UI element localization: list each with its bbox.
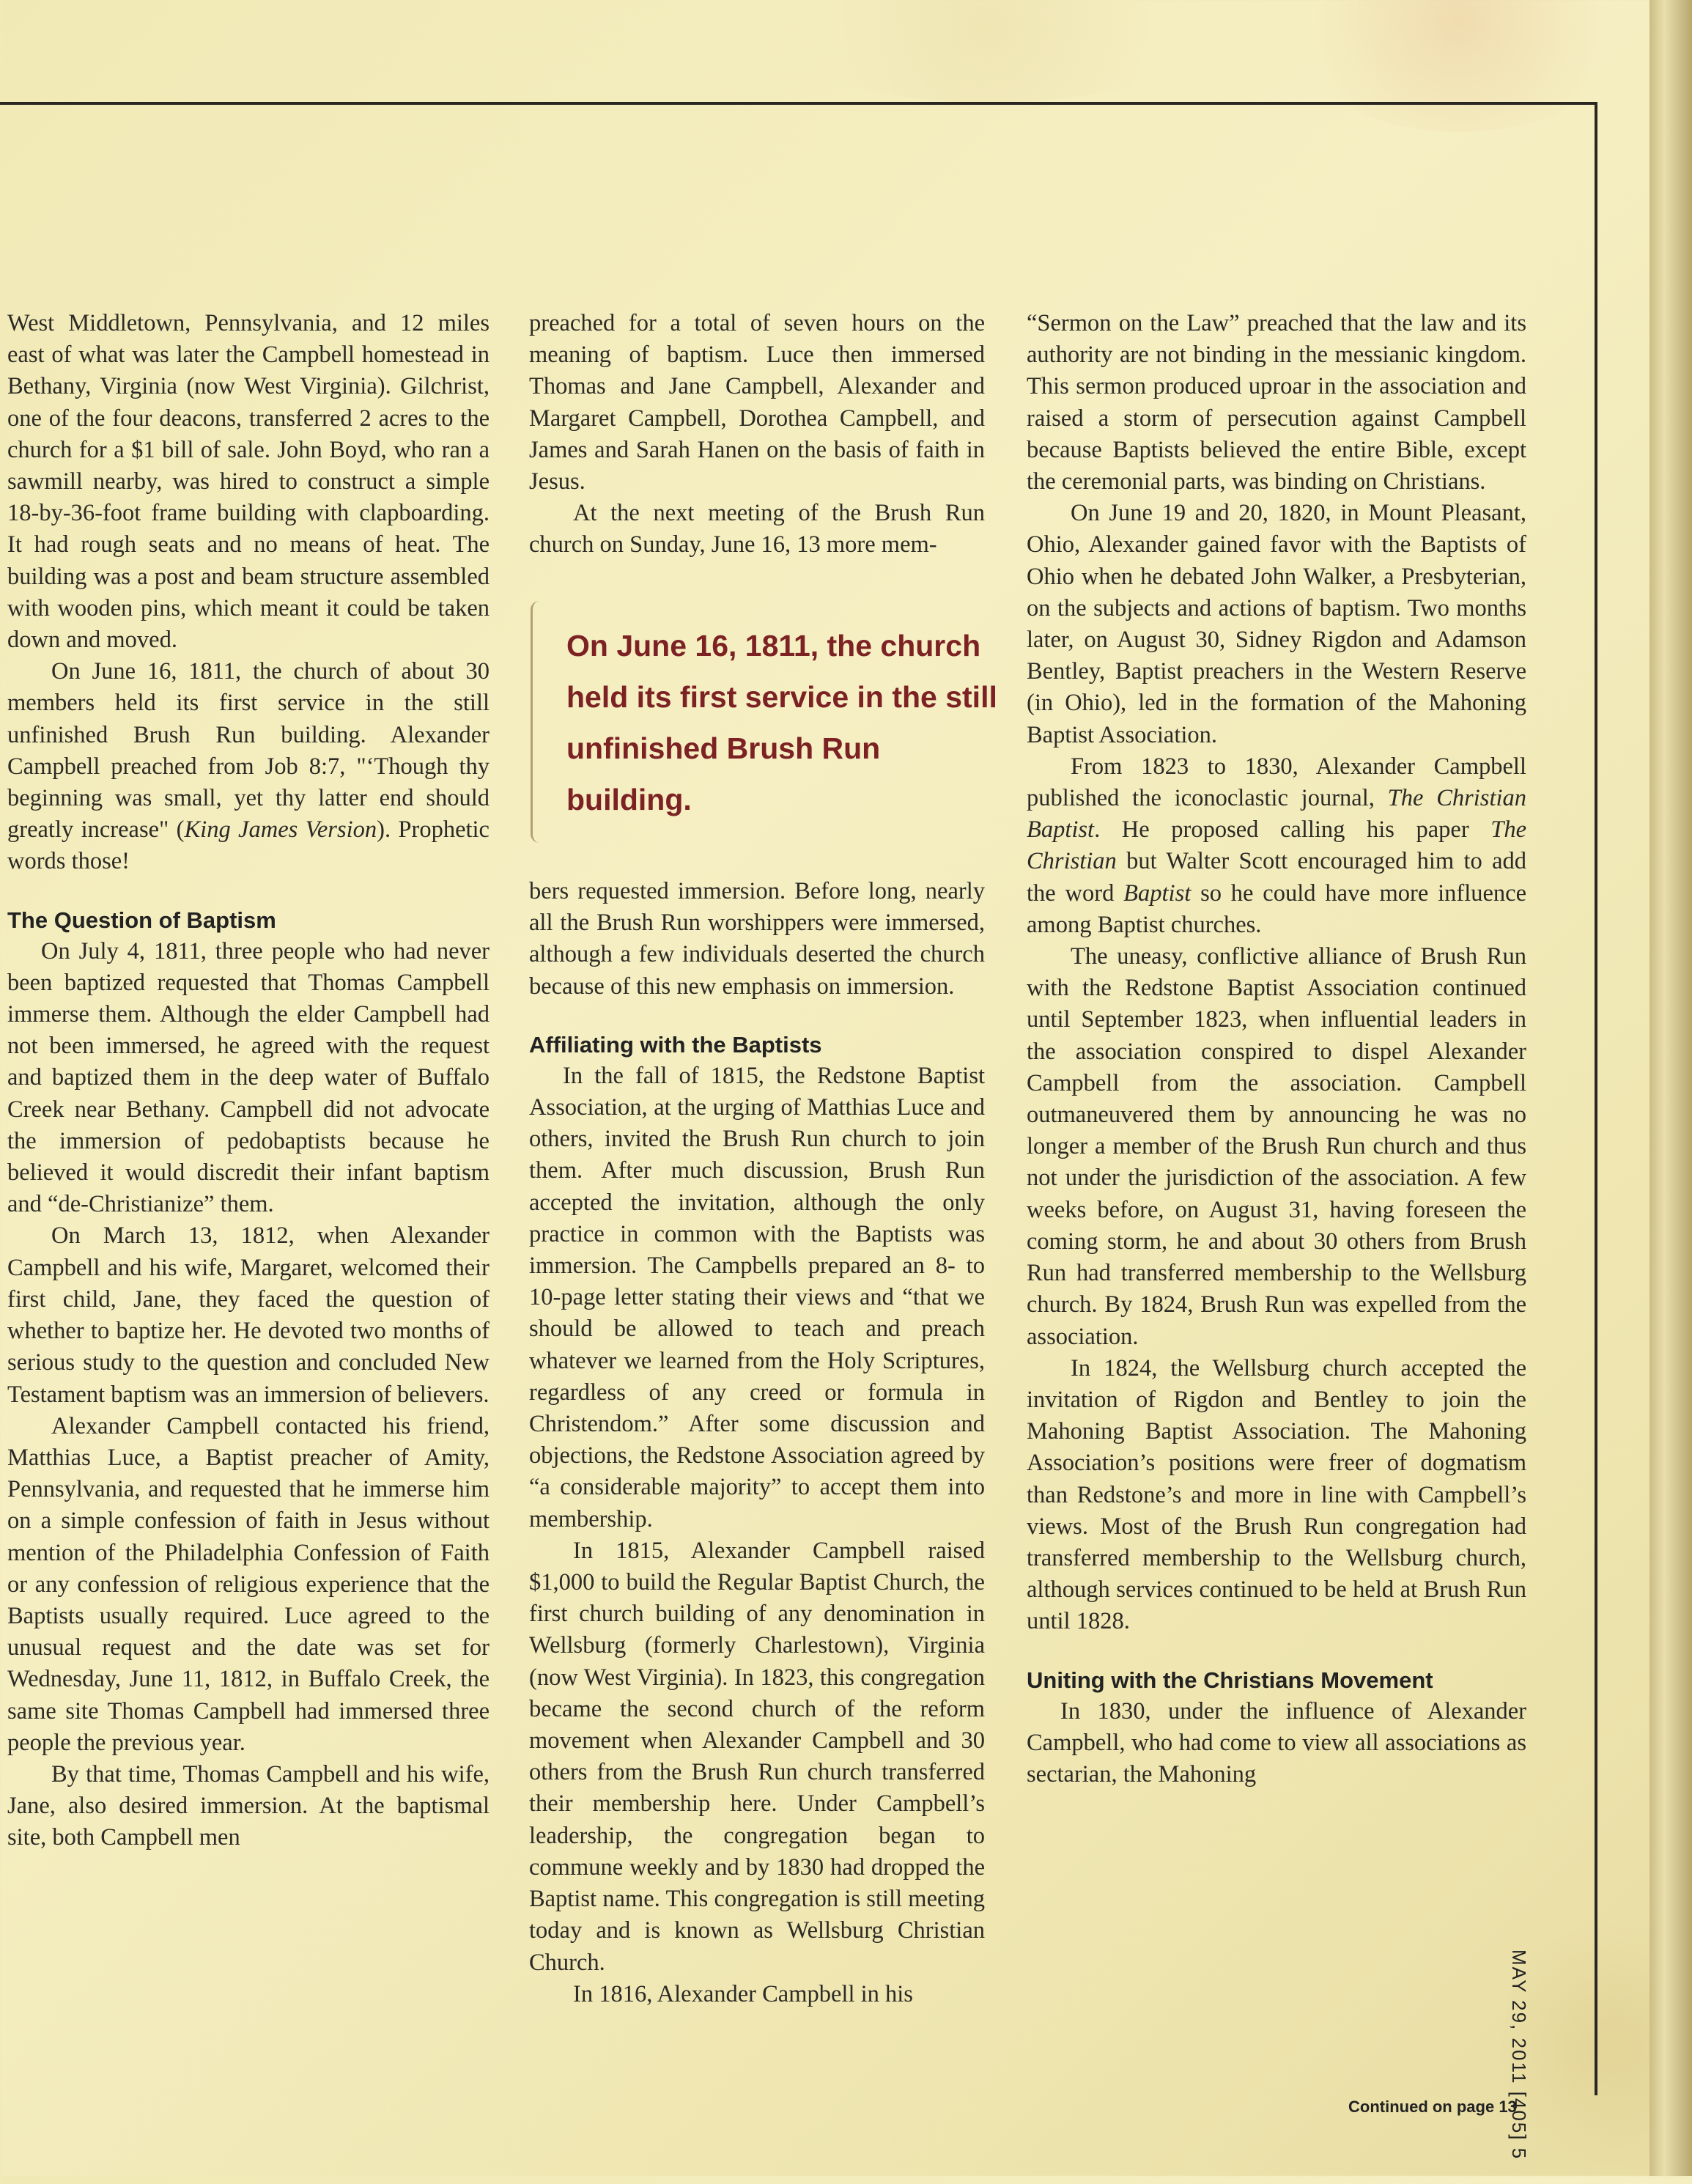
paragraph: preached for a total of seven hours on the meaning of baptism. Luce then immersed Thomas and Jane Campbell, Alexander and Margaret Campbell, Dorothea Campbell, and James and Sarah Hanen on the basis of faith in Jesus. <box>529 310 985 495</box>
paragraph: In 1830, under the influence of Alexander Campbell, who had come to view all associations as sectarian, the Mahoning <box>1027 1697 1526 1788</box>
paragraph: Alexander Campbell contacted his friend, Matthias Luce, a Baptist preacher of Amity, Pennsylvania, and requested that he immerse him on a simple confession of faith in Jesus without mention of the Philadelphia Confession of Faith or any confession of religious experience that the Baptists usually required. Luce agreed to the unusual request and the date was set for Wednesday, June 11, 1812, in Buffalo Creek, the same site Thomas Campbell had immersed three people the previous year. <box>7 1412 490 1756</box>
paragraph: In 1824, the Wellsburg church accepted the invitation of Rigdon and Bentley to join the Mahoning Baptist Association. The Mahoning Association’s positions were freer of dogmatism than Redstone’s and more in line with Campbell’s views. Most of the Brush Run congregation had transferred membership to the Wellsburg church, although services continued to be held at Brush Run until 1828. <box>1027 1354 1526 1635</box>
top-rule <box>0 102 1597 105</box>
paragraph: From 1823 to 1830, Alexander Campbell published the iconoclastic journal, The Christian Baptist. He proposed calling his paper The Christian but Walter Scott encouraged him to add the word Baptist so he could have more influence among Baptist churches. <box>1027 753 1527 938</box>
paragraph: By that time, Thomas Campbell and his wife, Jane, also desired immersion. At the baptismal site, both Campbell men <box>7 1760 490 1851</box>
pull-quote <box>531 601 996 843</box>
column-2 <box>529 308 985 561</box>
section-heading: Uniting with the Christians Movement <box>1027 1667 1433 1693</box>
section-heading: Affiliating with the Baptists <box>529 1031 822 1058</box>
paragraph: In the fall of 1815, the Redstone Baptist Association, at the urging of Matthias Luce and others, invited the Brush Run church to join them. After much discussion, Brush Run accepted the invitation, although the only practice in common with the Baptists was immersion. The Campbells prepared an 8- to 10-page letter stating their views and “that we should be allowed to teach and preach whatever we learned from the Holy Scriptures, regardless of any creed or formula in Christendom.” After some discussion and objections, the Redstone Association agreed by “a considerable majority” to accept them into membership. <box>529 1062 985 1532</box>
page-edge <box>1649 0 1692 2176</box>
column-3 <box>1027 308 1526 1790</box>
paragraph: bers requested immersion. Before long, nearly all the Brush Run worshippers were immersed, although a few individuals deserted the church because of this new emphasis on immersion. <box>529 878 985 1000</box>
paragraph: On July 4, 1811, three people who had never been baptized requested that Thomas Campbell immerse them. Although the elder Campbell had not been immersed, he agreed with the request and baptized them in the deep water of Buffalo Creek near Bethany. Campbell did not advocate the immersion of pedobaptists because he believed it would discredit their infant baptism and “de-Christianize” them. <box>7 937 490 1218</box>
paragraph: At the next meeting of the Brush Run church on Sunday, June 16, 13 more mem- <box>529 500 985 558</box>
section-heading: The Question of Baptism <box>7 907 276 933</box>
paragraph: On March 13, 1812, when Alexander Campbell and his wife, Margaret, welcomed their first child, Jane, they faced the question of whether to baptize her. He devoted two months of serious study to the question and concluded New Testament baptism was an immersion of believers. <box>7 1222 490 1408</box>
paragraph: On June 19 and 20, 1820, in Mount Pleasant, Ohio, Alexander gained favor with the Baptists of Ohio when he debated John Walker, a Presbyterian, on the subjects and actions of baptism. Two months later, on August 30, Sidney Rigdon and Adamson Bentley, Baptist preachers in the Western Reserve (in Ohio), led in the formation of the Mahoning Baptist Association. <box>1027 500 1526 748</box>
paragraph: In 1816, Alexander Campbell in his <box>573 1980 913 2007</box>
paragraph: West Middletown, Pennsylvania, and 12 miles east of what was later the Campbell homestead in Bethany, Virginia (now West Virginia). Gilchrist, one of the four deacons, transferred 2 acres to the church for a $1 bill of sale. John Boyd, who ran a sawmill nearby, was hired to construct a simple 18-by-36-foot frame building with clapboarding. It had rough seats and no means of heat. The building was a post and beam structure assembled with wooden pins, which meant it could be taken down and moved. <box>7 310 490 654</box>
paragraph: In 1815, Alexander Campbell raised $1,000 to build the Regular Baptist Church, the first church building of any denomination in Wellsburg (formerly Charlestown), Virginia (now West Virginia). In 1823, this congregation became the second church of the reform movement when Alexander Campbell and 30 others from the Brush Run church transferred their membership here. Under Campbell’s leadership, the congregation began to commune weekly and by 1830 had dropped the Baptist name. This congregation is still meeting today and is known as Wellsburg Christian Church. <box>529 1537 985 1976</box>
column-2-continued <box>529 876 985 2010</box>
decorative-wash-top <box>769 0 1209 103</box>
continued-note: Continued on page 13 <box>1348 2098 1517 2116</box>
paragraph: On June 16, 1811, the church of about 30 members held its first service in the still unfinished Brush Run building. Alexander Campbell preached from Job 8:7, "‘Though thy beginning was small, yet thy latter end should greatly increase" (King James Version). Prophetic words those! <box>7 658 490 875</box>
right-rule <box>1595 102 1597 2095</box>
paragraph: The uneasy, conflictive alliance of Brush Run with the Redstone Baptist Association continued until September 1823, when influential leaders in the association conspired to dispel Alexander Campbell from the association. Campbell outmaneuvered them by announcing he was no longer a member of the Brush Run church and thus not under the jurisdiction of the association. A few weeks before, on August 31, having foreseen the coming storm, he and about 30 others from Brush Run had transferred membership to the Wellsburg church. By 1824, Brush Run was expelled from the association. <box>1027 943 1526 1350</box>
pull-quote-text: On June 16, 1811, the church held its first service in the still unfinished Brush Run building. <box>566 629 997 816</box>
paragraph: “Sermon on the Law” preached that the law and its authority are not binding in the messianic kingdom. This sermon produced uproar in the association and raised a storm of persecution against Campbell because Baptists believed the entire Bible, except the ceremonial parts, was binding on Christians. <box>1027 310 1526 495</box>
column-1 <box>7 308 490 1854</box>
decorative-flower-top <box>1282 0 1634 132</box>
page-folio: MAY 29, 2011 [405] 5 <box>1508 1949 1530 2161</box>
